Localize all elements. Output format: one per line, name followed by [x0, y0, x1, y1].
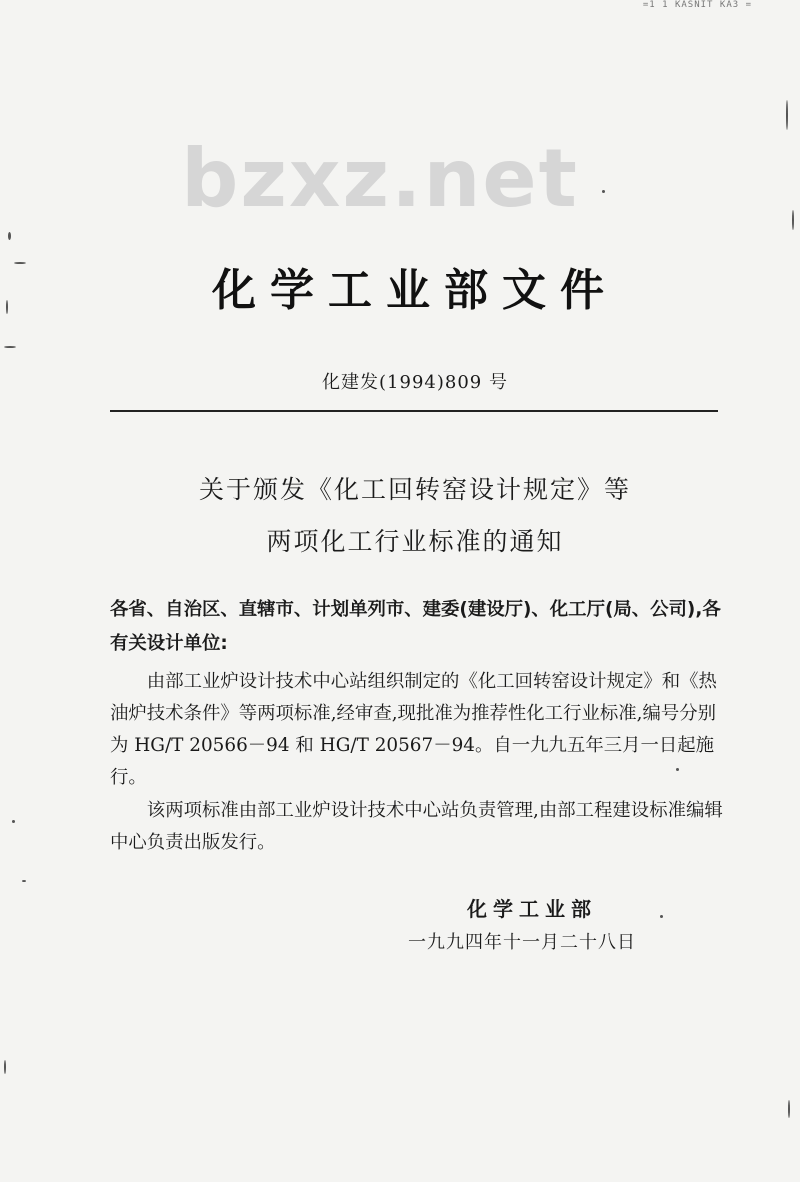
scan-speck [792, 210, 794, 230]
scan-speck [660, 915, 663, 918]
scan-speck [14, 262, 26, 264]
scan-speck [788, 1100, 790, 1118]
issuer-signature: 化学工业部 [467, 897, 597, 921]
document-number: 化建发(1994)809 号 [322, 372, 508, 393]
scan-speck [4, 1060, 6, 1074]
issue-date: 一九九四年十一月二十八日 [408, 932, 636, 953]
scan-speck [6, 300, 8, 314]
document-title: 化学工业部文件 [212, 265, 618, 316]
scan-speck [676, 768, 679, 771]
scan-speck [12, 820, 15, 823]
scan-speck [602, 190, 605, 193]
scan-speck [8, 232, 11, 240]
addressee: 各省、自治区、直辖市、计划单列市、建委(建设厅)、化工厅(局、公司),各有关设计单位: [110, 599, 721, 654]
header-divider [110, 410, 718, 412]
corner-scan-mark: =1 1 KASNIT KA3 = [642, 0, 752, 10]
scan-speck [786, 100, 788, 130]
body-paragraph-1: 由部工业炉设计技术中心站组织制定的《化工回转窑设计规定》和《热油炉技术条件》等两项标准,经审查,现批准为推荐性化工行业标准,编号分别为 HG/T 20566－94 和 HG/T 20567－94。自一九九五年三月一日起施行。 [110, 671, 717, 788]
scan-speck [4, 346, 16, 348]
subject-line-1: 关于颁发《化工回转窑设计规定》等 [198, 475, 631, 504]
scan-speck [22, 880, 26, 882]
subject-line-2: 两项化工行业标准的通知 [266, 527, 564, 556]
watermark: bzxz.net [181, 132, 579, 225]
body-paragraph-2: 该两项标准由部工业炉设计技术中心站负责管理,由部工程建设标准编辑中心负责出版发行。 [110, 800, 723, 853]
